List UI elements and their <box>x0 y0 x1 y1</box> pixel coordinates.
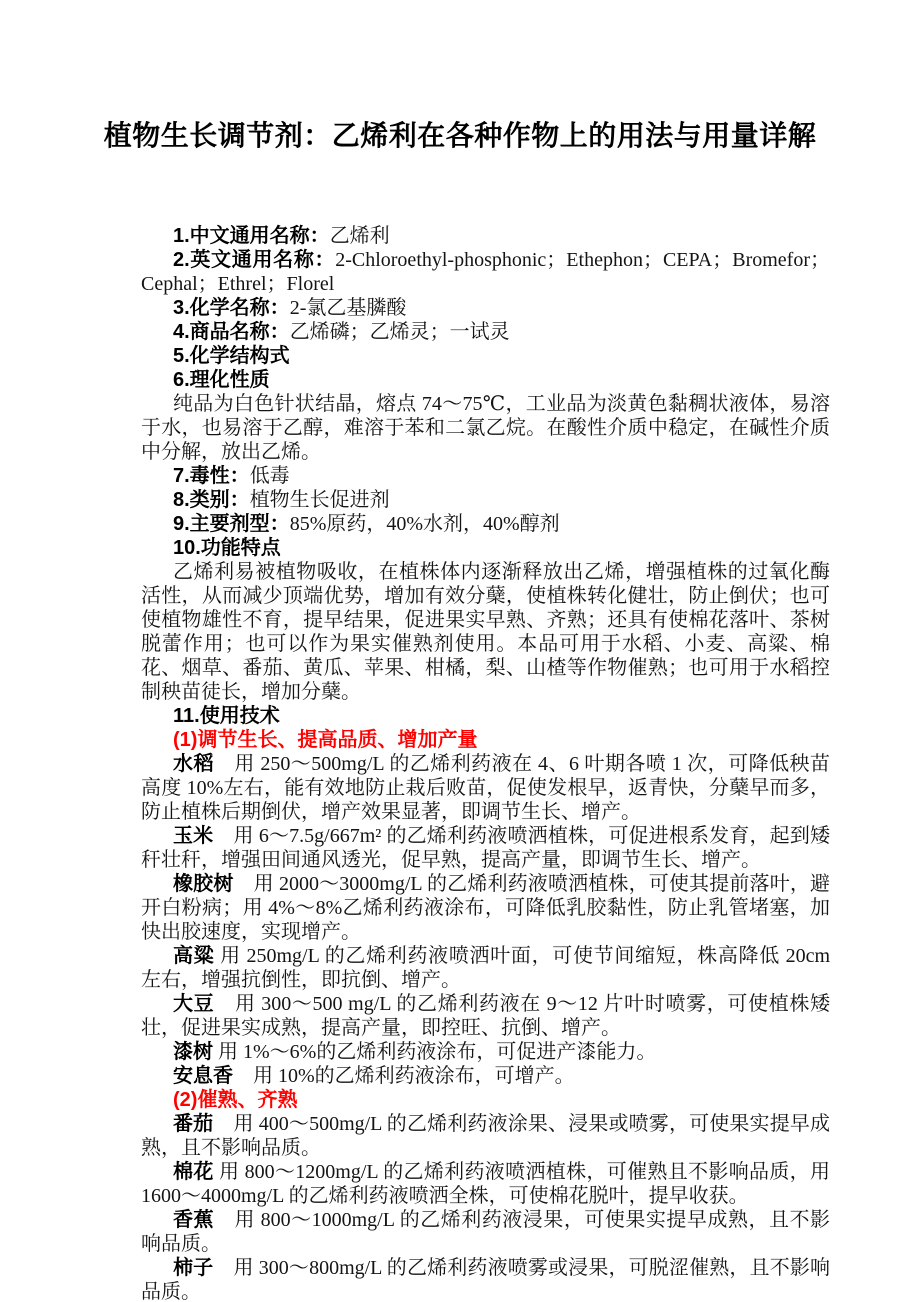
heading-features-label: 10.功能特点 <box>173 537 281 559</box>
crop-entry-tomato-name: 番茄 <box>173 1113 214 1135</box>
document-body <box>0 224 920 1302</box>
heading-usage-technique <box>141 704 830 728</box>
red-heading-growth-regulation <box>141 728 830 752</box>
paragraph-physical-properties-text: 纯品为白色针状结晶，熔点 74～75℃，工业品为淡黄色黏稠状液体，易溶于水，也易溶于乙醇，难溶于苯和二氯乙烷。在酸性介质中稳定，在碱性介质中分解，放出乙烯。 <box>141 393 830 463</box>
field-chemical-name <box>141 296 830 320</box>
crop-entry-banana <box>141 1208 830 1256</box>
crop-entry-tomato <box>141 1112 830 1160</box>
crop-entry-rice <box>141 752 830 824</box>
crop-entry-rubber-tree <box>141 872 830 944</box>
crop-entry-soybean <box>141 992 830 1040</box>
heading-physical-properties <box>141 368 830 392</box>
crop-entry-rice-text: 用 250～500mg/L 的乙烯利药液在 4、6 叶期各喷 1 次，可降低秧苗高度 10%左右，能有效地防止栽后败苗，促使发根早，返青快，分蘖早而多，防止植株后期倒伏，增产效果显著，即调节生长、增产。 <box>141 753 831 823</box>
crop-entry-rubber-tree-name: 橡胶树 <box>173 873 234 895</box>
field-trade-name <box>141 320 830 344</box>
crop-entry-benzoin-text: 用 10%的乙烯利药液涂布，可增产。 <box>233 1065 575 1087</box>
field-category <box>141 488 830 512</box>
field-chinese-name-value: 乙烯利 <box>329 225 390 247</box>
field-chinese-name <box>141 224 830 248</box>
field-english-name-label: 2.英文通用名称： <box>173 249 336 271</box>
red-heading-ripening-label: (2)催熟、齐熟 <box>173 1089 298 1111</box>
field-category-label: 8.类别： <box>173 489 250 511</box>
field-chemical-name-label: 3.化学名称： <box>173 297 290 319</box>
field-toxicity-value: 低毒 <box>249 465 290 487</box>
field-formulations <box>141 512 830 536</box>
crop-entry-corn-name: 玉米 <box>173 825 214 847</box>
paragraph-features-text: 乙烯利易被植物吸收，在植株体内逐渐释放出乙烯，增强植株的过氧化酶活性，从而减少顶端优势，增加有效分蘖，使植株转化健壮，防止倒伏；也可使植物雄性不育，提早结果，促进果实早熟、齐熟；还具有使棉花落叶、茶树脱蕾作用；也可以作为果实催熟剂使用。本品可用于水稻、小麦、高粱、棉花、烟草、番茄、黄瓜、苹果、柑橘，梨、山楂等作物催熟；也可用于水稻控制秧苗徒长，增加分蘖。 <box>141 561 830 703</box>
crop-entry-persimmon-name: 柿子 <box>173 1257 214 1279</box>
field-toxicity-label: 7.毒性： <box>173 465 250 487</box>
field-english-name-value: 2-Chloroethyl-phosphonic；Ethephon；CEPA；Bromefor；Cephal；Ethrel；Florel <box>141 249 830 295</box>
crop-entry-persimmon <box>141 1256 830 1302</box>
heading-usage-technique-label: 11.使用技术 <box>173 705 280 727</box>
red-heading-ripening <box>141 1088 830 1112</box>
paragraph-features <box>141 560 830 704</box>
crop-entry-lacquer-tree-name: 漆树 <box>173 1041 213 1063</box>
crop-entry-cotton-text: 用 800～1200mg/L 的乙烯利药液喷洒植株，可催熟且不影响品质，用 1600～4000mg/L 的乙烯利药液喷洒全株，可使棉花脱叶，提早收获。 <box>141 1161 831 1207</box>
field-chemical-name-value: 2-氯乙基膦酸 <box>289 297 407 319</box>
crop-entry-corn-text: 用 6～7.5g/667m² 的乙烯利药液喷洒植株，可促进根系发育，起到矮秆壮秆，增强田间通风透光，促早熟，提高产量，即调节生长、增产。 <box>141 825 831 871</box>
crop-entry-persimmon-text: 用 300～800mg/L 的乙烯利药液喷雾或浸果，可脱涩催熟，且不影响品质。 <box>141 1257 831 1302</box>
field-toxicity <box>141 464 830 488</box>
red-heading-growth-regulation-label: (1)调节生长、提高品质、增加产量 <box>173 729 478 751</box>
page-title: 植物生长调节剂：乙烯利在各种作物上的用法与用量详解 <box>103 120 817 151</box>
crop-entry-soybean-name: 大豆 <box>173 993 215 1015</box>
paragraph-physical-properties <box>141 392 830 464</box>
crop-entry-benzoin-name: 安息香 <box>173 1065 233 1087</box>
crop-entry-sorghum-name: 高粱 <box>173 945 215 967</box>
field-trade-name-value: 乙烯磷；乙烯灵；一试灵 <box>289 321 510 343</box>
heading-chemical-structure-label: 5.化学结构式 <box>173 345 290 367</box>
crop-entry-rubber-tree-text: 用 2000～3000mg/L 的乙烯利药液喷洒植株，可使其提前落叶，避开白粉病；用 4%～8%乙烯利药液涂布，可降低乳胶黏性，防止乳管堵塞，加快出胶速度，实现增产。 <box>141 873 831 943</box>
crop-entry-cotton <box>141 1160 830 1208</box>
field-category-value: 植物生长促进剂 <box>249 489 390 511</box>
crop-entry-benzoin <box>141 1064 830 1088</box>
crop-entry-lacquer-tree-text: 用 1%～6%的乙烯利药液涂布，可促进产漆能力。 <box>213 1041 657 1063</box>
field-chinese-name-label: 1.中文通用名称： <box>173 225 330 247</box>
heading-physical-properties-label: 6.理化性质 <box>173 369 270 391</box>
field-formulations-label: 9.主要剂型： <box>173 513 290 535</box>
field-english-name <box>141 248 830 296</box>
crop-entry-corn <box>141 824 830 872</box>
crop-entry-sorghum <box>141 944 830 992</box>
crop-entry-sorghum-text: 用 250mg/L 的乙烯利药液喷洒叶面，可使节间缩短，株高降低 20cm 左右，增强抗倒性，即抗倒、增产。 <box>141 945 831 991</box>
crop-entry-banana-name: 香蕉 <box>173 1209 215 1231</box>
heading-chemical-structure <box>141 344 830 368</box>
field-formulations-value: 85%原药，40%水剂，40%醇剂 <box>289 513 560 535</box>
crop-entry-rice-name: 水稻 <box>173 753 214 775</box>
crop-entry-cotton-name: 棉花 <box>173 1161 214 1183</box>
crop-entry-soybean-text: 用 300～500 mg/L 的乙烯利药液在 9～12 片叶时喷雾，可使植株矮壮，促进果实成熟，提高产量，即控旺、抗倒、增产。 <box>141 993 830 1039</box>
heading-features <box>141 536 830 560</box>
crop-entry-banana-text: 用 800～1000mg/L 的乙烯利药液浸果，可使果实提早成熟，且不影响品质。 <box>141 1209 830 1255</box>
crop-entry-lacquer-tree <box>141 1040 830 1064</box>
crop-entry-tomato-text: 用 400～500mg/L 的乙烯利药液涂果、浸果或喷雾，可使果实提早成熟，且不影响品质。 <box>141 1113 831 1159</box>
field-trade-name-label: 4.商品名称： <box>173 321 290 343</box>
